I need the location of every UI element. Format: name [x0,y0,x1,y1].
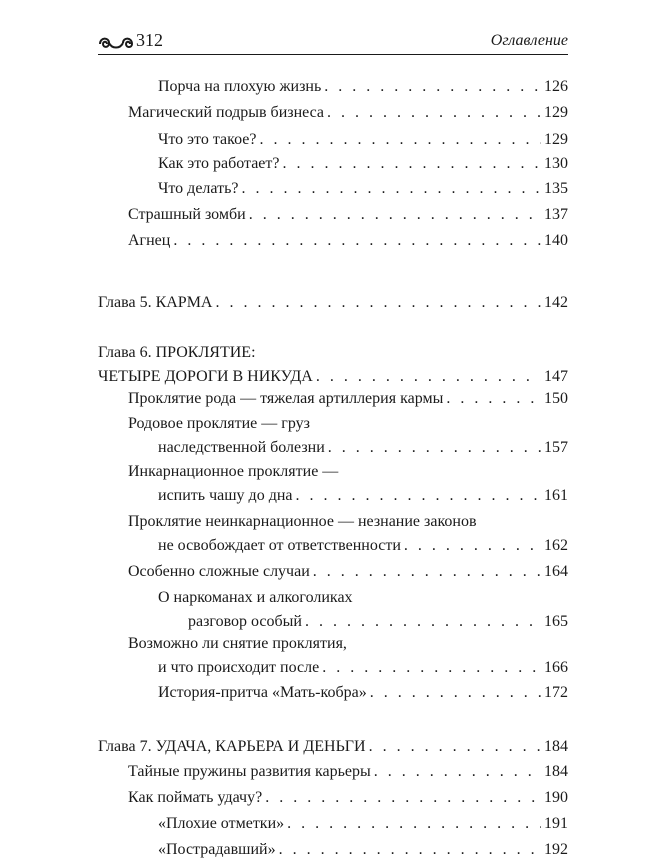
toc-entry-page: 135 [544,180,568,197]
toc-entry[interactable] [158,681,568,705]
dot-leader [215,291,541,315]
toc-entry[interactable] [158,128,568,152]
toc-entry-title: Как поймать удачу? [128,789,263,806]
dot-leader [370,681,541,705]
page-number: 312 [136,30,163,50]
toc-entry-page: 164 [544,563,568,580]
toc-entry-page: 192 [544,841,568,858]
toc-entry[interactable] [128,560,568,584]
toc-entry[interactable] [158,75,568,99]
dot-leader [374,760,541,784]
toc-entry-title-line1: О наркоманах и алкоголиках [158,589,353,606]
toc-entry-title: Что делать? [158,180,239,197]
toc-entry-page: 126 [544,78,568,95]
toc-chapter-title: Глава 7. УДАЧА, КАРЬЕРА И ДЕНЬГИ [98,738,366,755]
toc-chapter-title-line2: ЧЕТЫРЕ ДОРОГИ В НИКУДА [98,368,313,385]
toc-entry-title: Особенно сложные случаи [128,563,310,580]
toc-chapter[interactable] [98,291,568,315]
toc-entry[interactable] [128,412,568,460]
dot-leader [327,101,541,125]
toc-entry-title-line2: наследственной болезни [158,439,325,456]
toc-entry-page: 150 [544,390,568,407]
toc-entry-title: Как это работает? [158,155,280,172]
toc-entry-page: 129 [544,131,568,148]
dot-leader [305,610,541,634]
toc-entry-page: 165 [544,613,568,630]
toc-entry[interactable] [128,203,568,227]
dot-leader [404,534,541,558]
toc-entry-page: 190 [544,789,568,806]
toc-entry-page: 191 [544,815,568,832]
toc-entry-page: 162 [544,537,568,554]
toc-entry-title: Страшный зомби [128,206,246,223]
toc-entry-title: «Плохие отметки» [158,815,285,832]
dot-leader [324,75,541,99]
toc-chapter[interactable] [98,735,568,759]
toc-entry-title-line2: не освобождает от ответственности [158,537,401,554]
toc-entry-title: Что это такое? [158,131,257,148]
toc-entry-page: 130 [544,155,568,172]
toc-chapter-title-line1: Глава 6. ПРОКЛЯТИЕ: [98,344,256,361]
toc-entry-page: 142 [544,294,568,311]
dot-leader [265,786,541,810]
toc-entry[interactable] [128,229,568,253]
toc-entry-page: 184 [544,763,568,780]
scroll-ornament-icon [98,32,134,52]
dot-leader [322,656,541,680]
toc-entry-title: Агнец [128,232,171,249]
dot-leader [296,484,542,508]
running-head: Оглавление [490,32,568,49]
dot-leader [316,365,541,389]
toc-entry-title: Проклятие рода — тяжелая артиллерия кармы [128,390,444,407]
toc-entry-page: 161 [544,487,568,504]
dot-leader [328,436,541,460]
toc-entry-title-line1: Проклятие неинкарнационное — незнание законов [128,513,477,530]
toc-entry-page: 140 [544,232,568,249]
dot-leader [446,387,541,411]
toc-entry[interactable] [158,177,568,201]
toc-entry-title: Тайные пружины развития карьеры [128,763,371,780]
toc-entry-page: 172 [544,684,568,701]
toc-entry[interactable] [128,760,568,784]
toc-chapter[interactable] [98,341,568,389]
toc-entry[interactable] [128,460,568,508]
toc-entry[interactable] [158,152,568,176]
toc-entry-page: 157 [544,439,568,456]
dot-leader [287,812,541,836]
toc-entry-title-line2: разговор особый [188,613,302,630]
toc-entry-title: История-притча «Мать-кобра» [158,684,367,701]
dot-leader [369,735,541,759]
dot-leader [313,560,541,584]
dot-leader [259,128,541,152]
dot-leader [249,203,541,227]
toc-entry-page: 184 [544,738,568,755]
toc-entry-page: 137 [544,206,568,223]
dot-leader [283,152,542,176]
toc-entry[interactable] [158,812,568,836]
toc-chapter-title: Глава 5. КАРМА [98,294,213,311]
toc-entry-title: Магический подрыв бизнеса [128,104,325,121]
toc-entry-title-line2: и что происходит после [158,659,320,676]
toc-entry-page: 147 [544,368,568,385]
toc-entry[interactable] [128,786,568,810]
toc-entry[interactable] [128,632,568,680]
dot-leader [241,177,541,201]
dot-leader [173,229,541,253]
toc-entry-title-line1: Возможно ли снятие проклятия, [128,635,347,652]
toc-entry[interactable] [128,387,568,411]
toc-entry[interactable] [128,510,568,558]
toc-entry[interactable] [128,101,568,125]
toc-entry-title-line2: испить чашу до дна [158,487,293,504]
toc-entry-title-line1: Инкарнационное проклятие — [128,463,339,480]
toc-entry[interactable] [158,586,568,634]
toc-entry[interactable] [158,838,568,862]
toc-entry-title: «Пострадавший» [158,841,276,858]
toc-entry-page: 166 [544,659,568,676]
dot-leader [279,838,541,862]
toc-entry-title: Порча на плохую жизнь [158,78,322,95]
toc-entry-title-line1: Родовое проклятие — груз [128,415,310,432]
toc-entry-page: 129 [544,104,568,121]
page-header [98,28,568,55]
